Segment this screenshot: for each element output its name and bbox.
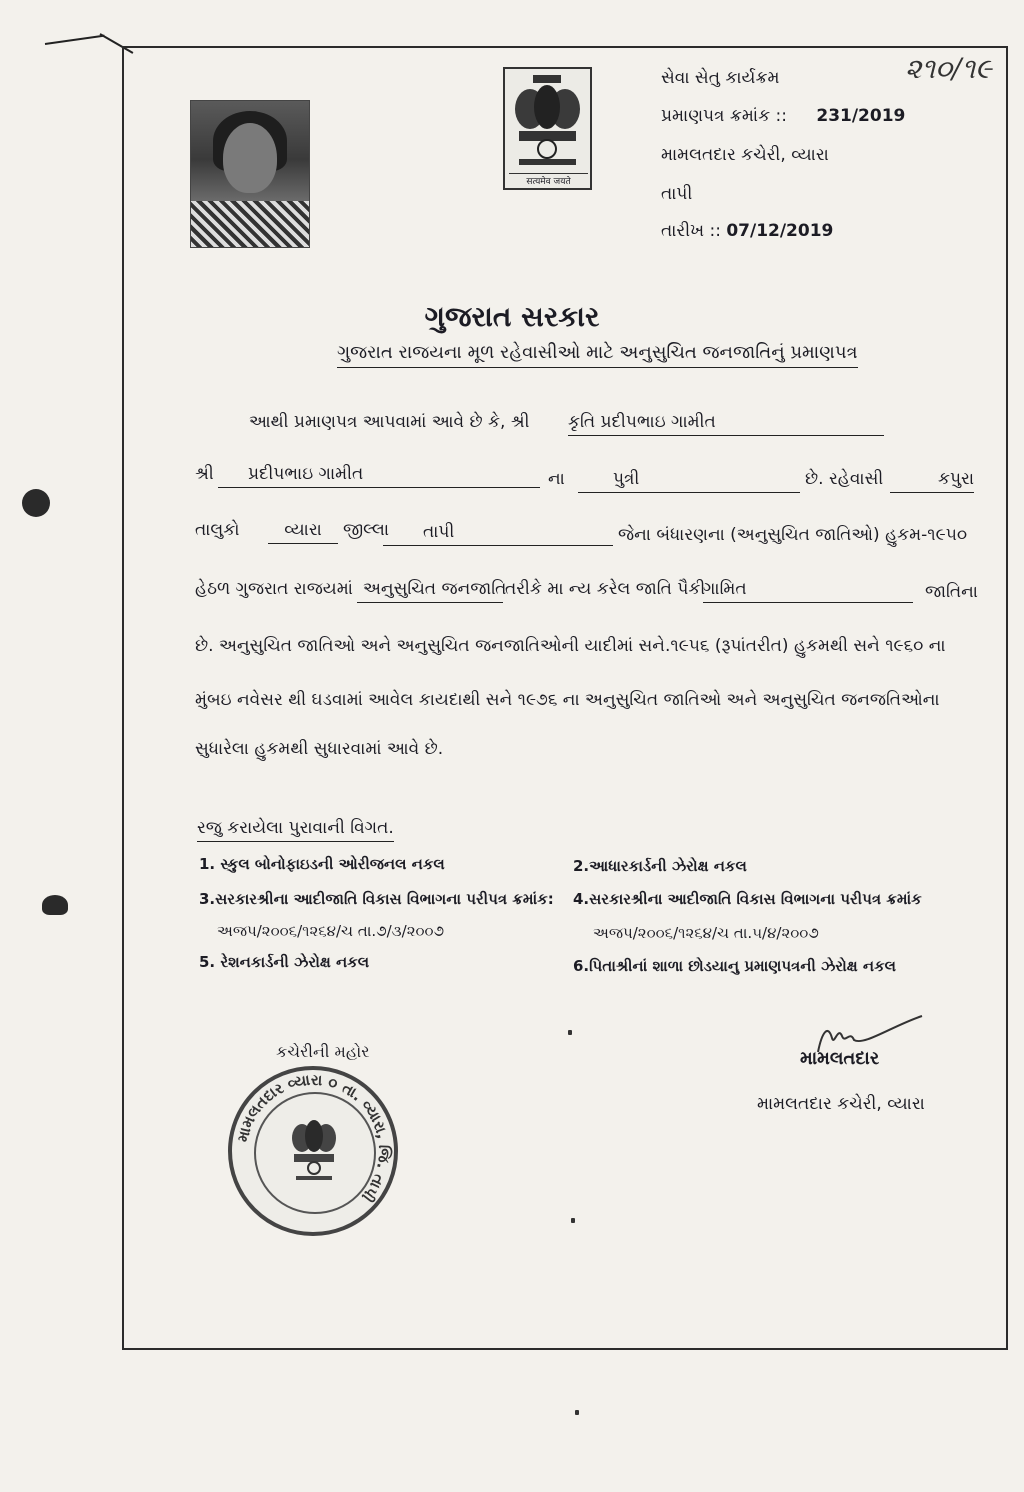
certificate-number-row xyxy=(661,106,905,126)
applicant-photo xyxy=(190,100,310,248)
certificate-subtitle: ગુજરાત રાજયના મૂળ રહેવાસીઓ માટે અનુસુચિત જનજાતિનું પ્રમાણપત્ર xyxy=(337,342,858,368)
date-label: તારીખ :: xyxy=(661,221,721,241)
evidence-item-6: 6.પિતાશ્રીનાં શાળા છોડયાનુ પ્રમાણપત્રની ઝેરોક્ષ નકલ xyxy=(573,957,897,975)
district-label: જીલ્લા xyxy=(343,520,390,540)
para-line-3: સુધારેલા હુકમથી સુધારવામાં આવે છે. xyxy=(195,739,444,759)
signatory-office: મામલતદાર કચેરી, વ્યારા xyxy=(757,1094,925,1114)
evidence-item-1: 1. સ્કુલ બોનોફાઇડની ઓરીજનલ નકલ xyxy=(199,855,445,873)
certificate-number-label: પ્રમાણપત્ર ક્રમાંક :: xyxy=(661,106,787,126)
under-text: હેઠળ ગુજરાત રાજયમાં xyxy=(195,579,353,599)
order-text: જેના બંધારણના (અનુસુચિત જાતિઓ) હુકમ-૧૯૫૦ xyxy=(618,525,968,545)
issue-date: 07/12/2019 xyxy=(726,221,834,241)
punch-hole xyxy=(22,489,50,517)
emblem-motto: सत्यमेव जयते xyxy=(509,173,588,187)
seal-emblem-icon xyxy=(288,1116,340,1184)
office-name: મામલતદાર કચેરી, વ્યારા xyxy=(661,145,829,165)
evidence-heading: રજુ કરાયેલા પુરાવાની વિગત. xyxy=(197,818,394,842)
signatory-title: મામલતદાર xyxy=(800,1048,880,1069)
caste: ગામિત xyxy=(703,579,913,603)
para-line-1: છે. અનુસુચિત જાતિઓ અને અનુસુચિત જનજાતિઓની યાદીમાં સને.૧૯૫૬ (રૂપાંતરીત) હુકમથી સને ૧૯૬૦ ના xyxy=(195,636,946,656)
lion-capital-icon xyxy=(505,69,590,188)
category: અનુસુચિત જનજાતિ xyxy=(357,579,503,603)
na-label: ના xyxy=(548,469,565,489)
applicant-name: કૃતિ પ્રદીપભાઇ ગામીત xyxy=(568,412,884,436)
father-name: પ્રદીપભાઇ ગામીત xyxy=(218,464,540,488)
page-title: ગુજરાત સરકાર xyxy=(424,300,600,333)
evidence-item-3-ref: અજપ/૨૦૦૬/૧૨૬૪/ચ તા.૭/૩/૨૦૦૭ xyxy=(217,922,445,940)
evidence-item-5: 5. રેશનકાર્ડની ઝેરોક્ષ નકલ xyxy=(199,953,370,971)
handwritten-number: ૨૧૦/૧૯ xyxy=(905,52,992,85)
evidence-item-4-ref: અજપ/૨૦૦૬/૧૨૬૪/ચ તા.૫/૪/૨૦૦૭ xyxy=(593,924,819,942)
resident-label: છે. રહેવાસી xyxy=(805,469,884,489)
seal-text: મામલતદાર વ્યારા ૦ તા. વ્યારા, જિ. તાપી xyxy=(233,1070,394,1206)
relation: પુત્રી xyxy=(578,469,800,493)
corner-mark-line xyxy=(45,35,105,45)
evidence-item-2: 2.આધારકાર્ડની ઝેરોક્ષ નકલ xyxy=(573,857,747,875)
state-emblem xyxy=(503,67,592,190)
program-name: સેવા સેતુ કાર્યક્રમ xyxy=(661,68,780,88)
date-row xyxy=(661,221,833,241)
evidence-item-3: 3.સરકારશ્રીના આદીજાતિ વિકાસ વિભાગના પરીપત્ર ક્રમાંક: xyxy=(199,890,554,908)
recognized-text: તરીકે મા ન્ય કરેલ જાતિ પૈકી xyxy=(505,579,706,599)
taluka-label: તાલુકો xyxy=(195,520,240,540)
office-seal xyxy=(228,1066,398,1236)
village: કપુરા xyxy=(890,469,974,493)
taluka: વ્યારા xyxy=(268,520,338,544)
intro-text: આથી પ્રમાણપત્ર આપવામાં આવે છે કે, શ્રી xyxy=(249,412,530,432)
evidence-item-4: 4.સરકારશ્રીના આદીજાતિ વિકાસ વિભાગના પરીપત્ર ક્રમાંક xyxy=(573,890,922,908)
punch-hole xyxy=(42,895,68,915)
caste-suffix: જાતિના xyxy=(925,582,978,602)
para-line-2: મુંબઇ નવેસર થી ઘડવામાં આવેલ કાયદાથી સને ૧૯૭૬ ના અનુસુચિત જાતિઓ અને અનુસુચિત જનજતિઓના xyxy=(195,690,940,710)
district-name: તાપી xyxy=(661,184,693,204)
certificate-number: 231/2019 xyxy=(816,106,906,126)
shri-label: શ્રી xyxy=(195,464,214,484)
seal-label: કચેરીની મહોર xyxy=(276,1042,370,1061)
district: તાપી xyxy=(383,522,613,546)
